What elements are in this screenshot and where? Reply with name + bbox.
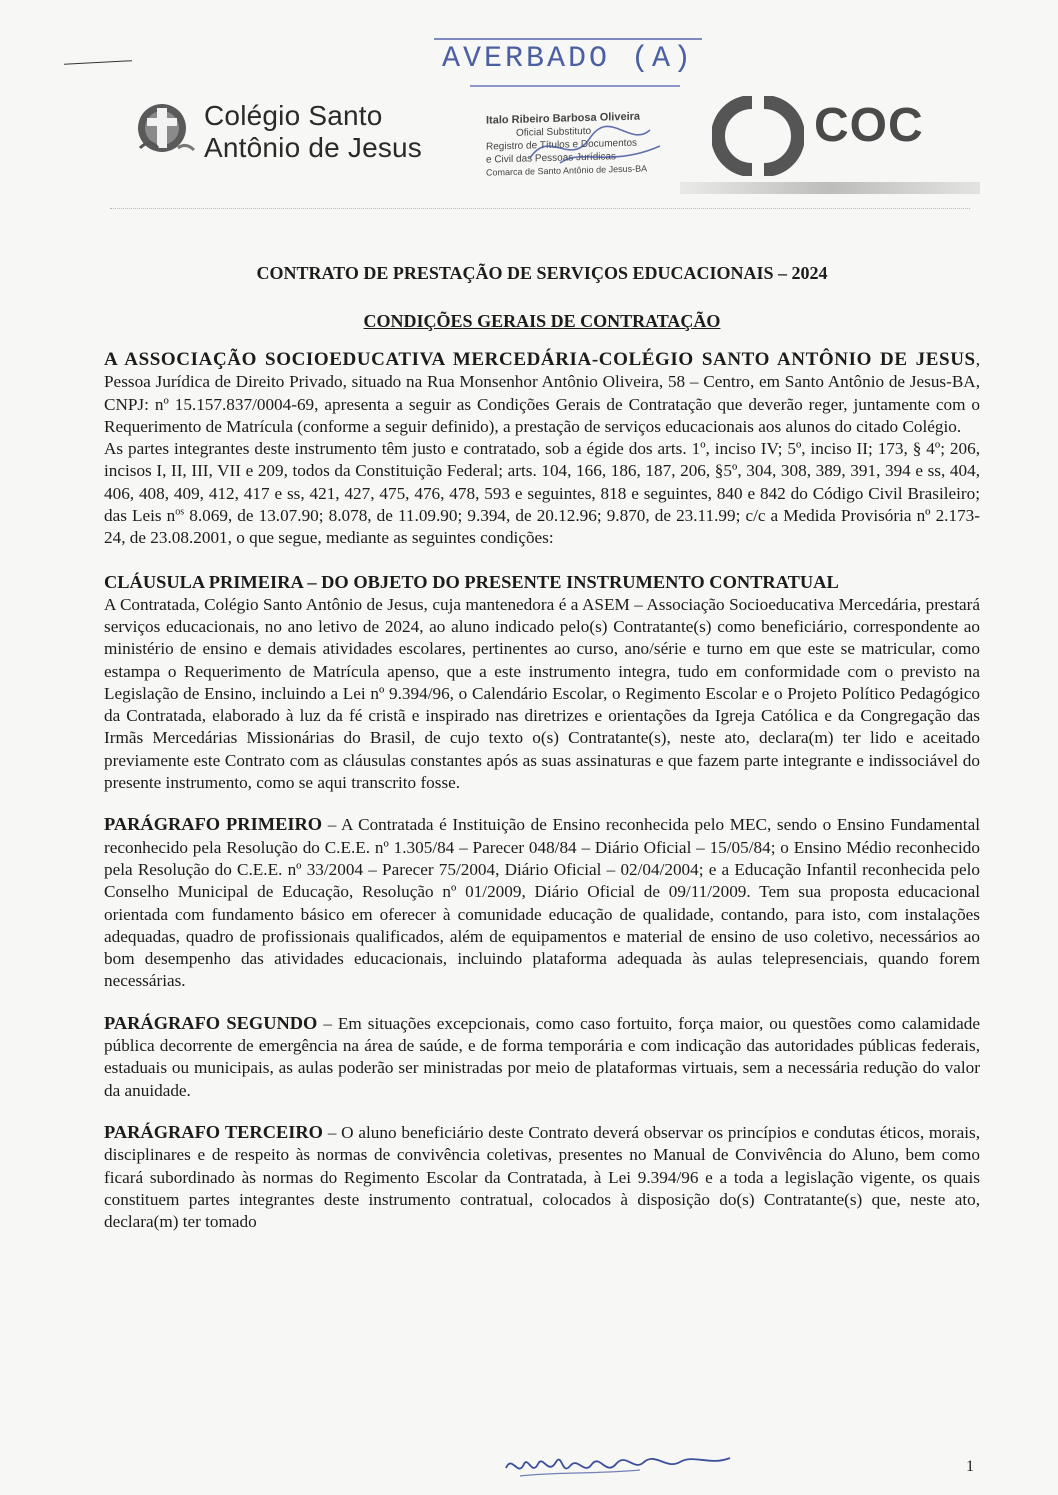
- document-title: CONTRATO DE PRESTAÇÃO DE SERVIÇOS EDUCACIONAIS – 2024: [256, 263, 828, 283]
- partes-paragraph: [104, 438, 980, 549]
- paragraph-primeiro-label: PARÁGRAFO PRIMEIRO: [104, 814, 323, 835]
- registrar-office-2: e Civil das Pessoas Jurídicas: [486, 151, 617, 166]
- registrar-office: Registro de Títulos e Documentos: [486, 137, 638, 153]
- paragraph-segundo: [104, 1012, 980, 1102]
- paragraph-terceiro-text: – O aluno beneficiário deste Contrato deverá observar os princípios e condutas éticos, morais, disciplinares e de respeito às normas de convivência coletivas, presentes no Manual de Convivência do Aluno, bem como ficará subordinado às normas do Regimento Escolar da Contratada, à Lei 9.394/96 e a toda a legislação vigente, os quais constituem partes integrantes deste instrumento contratual, colocados à disposição do(s) Contratante(s) que, neste ato, declara(m) ter tomado: [104, 1122, 980, 1232]
- registrar-name: Italo Ribeiro Barbosa Oliveira: [486, 110, 641, 127]
- paragraph-terceiro-label: PARÁGRAFO TERCEIRO: [104, 1121, 323, 1142]
- paragraph-terceiro: [104, 1121, 980, 1233]
- paragraph-primeiro-text: – A Contratada é Instituição de Ensino reconhecida pelo MEC, sendo o Ensino Fundamental reconhecido pela Resolução do C.E.E. nº 1.305/84 – Parecer 048/84 – Diário Oficial – 15/05/84; o Ensino Médio reconhecido pela Resolução do C.E.E. nº 33/2004 – Parecer 75/2004, Diário Oficial – 02/04/2004; e a Educação Infantil reconhecida pelo Conselho Municipal de Educação, Resolução nº 01/2009, Diário Oficial de 09/11/2009. Tem sua proposta educacional orientada com fundamento básico em oferecer à comunidade educação de qualidade, contando, para isto, com instalações adequadas, quadro de profissionais qualificados, além de equipamentos e material de ensino de uso coletivo, necessários ao bom desempenho das atividades educacionais, incluindo plataforma adequada às aulas telepresenciais, quando forem necessárias.: [104, 815, 980, 991]
- partes-text-b: 8.069, de 13.07.90; 8.078, de 11.09.90; 9.394, de 20.12.96; 9.870, de 23.11.99; c/c a Medida Provisória nº 2.173-24, de 23.08.2001, o que segue, mediante as seguintes condições:: [104, 506, 980, 548]
- page-number: 1: [966, 1458, 974, 1475]
- coc-brand-text: COC: [814, 99, 924, 152]
- document-subtitle: CONDIÇÕES GERAIS DE CONTRATAÇÃO: [363, 311, 721, 331]
- school-name-line1: Colégio Santo: [204, 100, 383, 131]
- partes-text-a: As partes integrantes deste instrumento têm justo e contratado, sob a égide dos arts. 1º, inciso IV; 5º, inciso II; 173, § 4º; 206, incisos I, II, III, VII e 209, todos da Constituição Federal; arts. 104, 166, 186, 187, 206, §5º, 304, 308, 389, 391, 394 e ss, 404, 406, 408, 409, 412, 417 e ss, 421, 427, 475, 476, 478, 593 e seguintes, 818 e seguintes, 840 e 842 do Código Civil Brasileiro; das Leis n: [104, 439, 980, 526]
- partes-superscript: os: [175, 506, 185, 518]
- registrar-signature-icon: [520, 118, 670, 178]
- coc-emblem-icon: [712, 96, 804, 176]
- intro-text: , Pessoa Jurídica de Direito Privado, situado na Rua Monsenhor Antônio Oliveira, 58 – Centro, em Santo Antônio de Jesus-BA, CNPJ: nº 15.157.837/0004-69, apresenta a seguir as Condições Gerais de Contratação que deverão reger, juntamente com o Requerimento de Matrícula (conforme a seguir definido), a prestação de serviços educacionais aos alunos do citado Colégio.: [104, 350, 980, 436]
- pen-mark: [64, 60, 132, 65]
- header-divider: [110, 208, 970, 209]
- document-body: [104, 260, 980, 1233]
- school-logo: [134, 98, 474, 172]
- averbado-stamp: AVERBADO (A): [434, 38, 702, 76]
- paragraph-segundo-text: – Em situações excepcionais, como caso fortuito, força maior, ou questões como calamidade pública decorrente de emergência na área de saúde, e de forma temporária e com indicação das autoridades públicas federais, estaduais ou municipais, as aulas poderão ser ministradas por meio de plataformas virtuais, sem a necessária redução do valor da anuidade.: [104, 1013, 981, 1100]
- clause1-paragraph: A Contratada, Colégio Santo Antônio de Jesus, cuja mantenedora é a ASEM – Associação Socioeducativa Mercedária, prestará serviços educacionais, no ano letivo de 2024, ao aluno indicado pelo(s) Contratante(s) como beneficiário, correspondente ao ministério de ensino e demais atividades escolares, pertinentes ao curso, ano/série e turno em que este se matricular, como estampa o Requerimento de Matrícula apenso, que a este instrumento integra, tudo em conformidade com o previsto na Legislação de Ensino, incluindo a Lei nº 9.394/96, o Calendário Escolar, o Regimento Escolar e o Projeto Político Pedagógico da Contratada, elaborado à luz da fé cristã e inspirado nas diretrizes e orientações da Igreja Católica e da Congregação das Irmãs Mercedárias Missionárias do Brasil, de cujo texto o(s) Contratante(s), neste ato, declara(m) ter lido e aceitado previamente este Contrato com as cláusulas constantes após as suas assinaturas e que fazem parte integrante e indissociável do presente instrumento, como se aqui transcrito fosse.: [104, 594, 980, 793]
- paragraph-primeiro: [104, 813, 980, 992]
- intro-paragraph: [104, 349, 980, 438]
- school-emblem-icon: [134, 98, 198, 162]
- stamp-underline: [470, 85, 680, 87]
- coc-logo: [712, 96, 962, 176]
- registrar-role: Oficial Substituto: [516, 125, 592, 139]
- clause1-heading: CLÁUSULA PRIMEIRA – DO OBJETO DO PRESENTE INSTRUMENTO CONTRATUAL: [104, 571, 839, 592]
- intro-lead: A ASSOCIAÇÃO SOCIOEDUCATIVA MERCEDÁRIA-COLÉGIO SANTO ANTÔNIO DE JESUS: [104, 349, 976, 370]
- paragraph-segundo-label: PARÁGRAFO SEGUNDO: [104, 1012, 318, 1033]
- registrar-county: Comarca de Santo Antônio de Jesus-BA: [486, 163, 648, 178]
- handwritten-signature-icon: [500, 1442, 790, 1484]
- school-name-line2: Antônio de Jesus: [204, 132, 423, 163]
- header-strip: [680, 182, 980, 194]
